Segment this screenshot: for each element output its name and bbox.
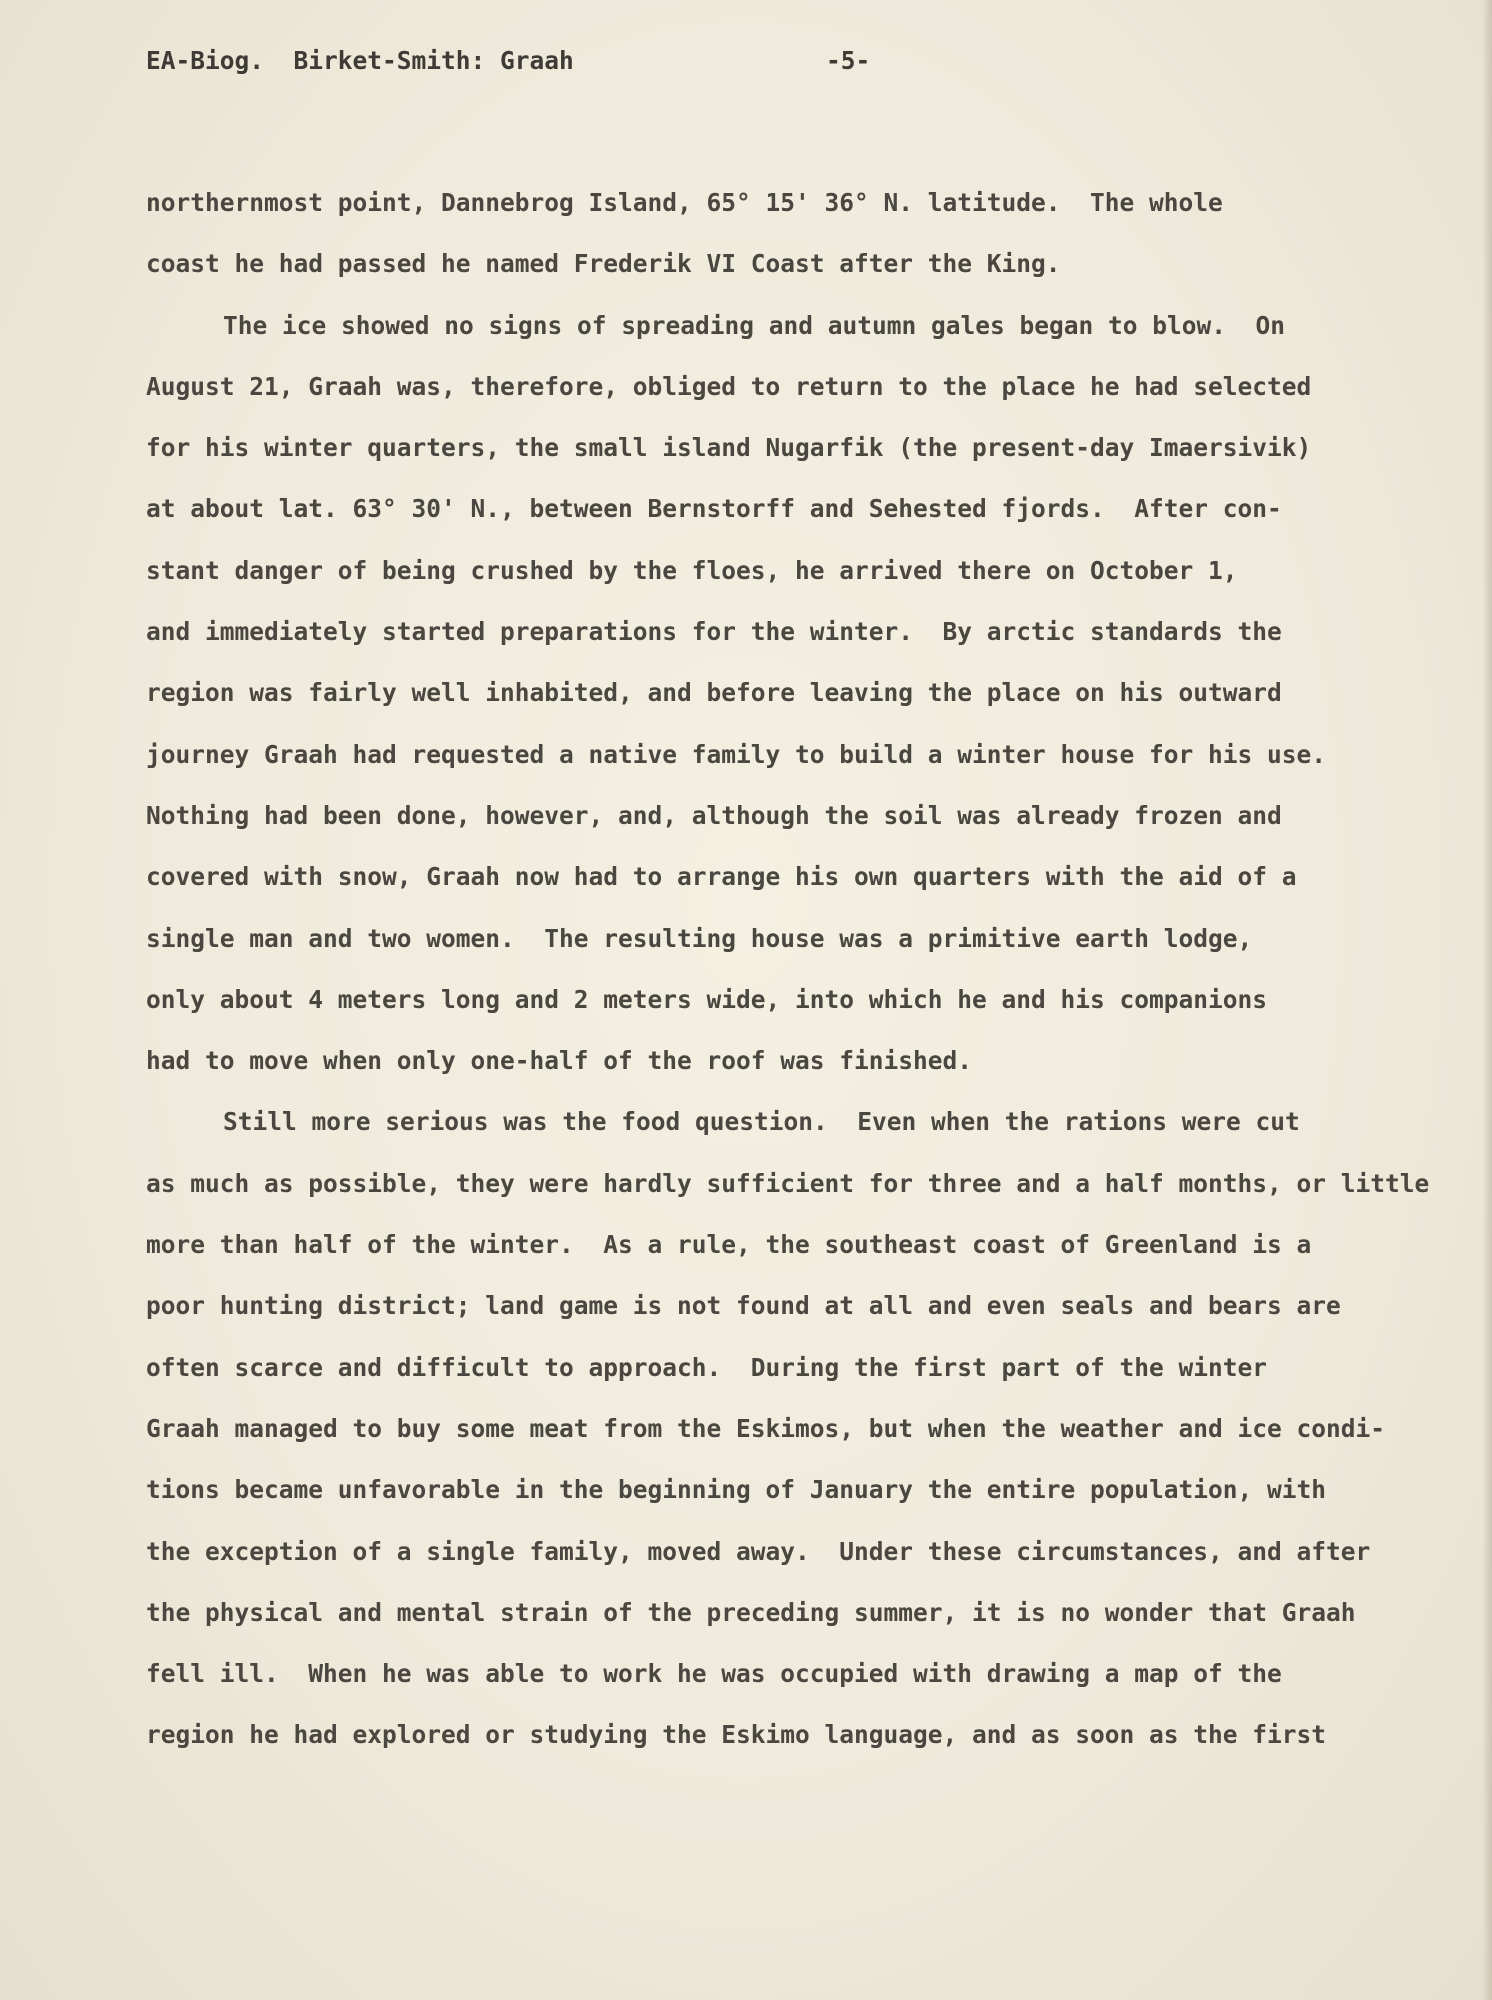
text-line: the physical and mental strain of the preceding summer, it is no wonder that Graah: [146, 1597, 1356, 1627]
text-line: the exception of a single family, moved away. Under these circumstances, and after: [146, 1536, 1371, 1566]
text-line: at about lat. 63° 30' N., between Bernstorff and Sehested fjords. After con-: [146, 494, 1282, 524]
text-line: Still more serious was the food question. Even when the rations were cut: [223, 1107, 1300, 1137]
text-line: and immediately started preparations for the winter. By arctic standards the: [146, 617, 1282, 647]
text-line: had to move when only one-half of the roof was finished.: [146, 1046, 973, 1076]
text-line: tions became unfavorable in the beginning of January the entire population, with: [146, 1475, 1327, 1505]
text-line: poor hunting district; land game is not found at all and even seals and bears are: [146, 1291, 1341, 1321]
text-line: often scarce and difficult to approach. During the first part of the winter: [146, 1352, 1268, 1382]
text-line: Nothing had been done, however, and, although the soil was already frozen and: [146, 800, 1282, 830]
text-line: Graah managed to buy some meat from the Eskimos, but when the weather and ice condi-: [146, 1413, 1386, 1443]
text-line: region was fairly well inhabited, and before leaving the place on his outward: [146, 678, 1282, 708]
text-line: as much as possible, they were hardly sufficient for three and a half months, or little: [146, 1168, 1430, 1198]
page-number: -5-: [826, 46, 871, 75]
text-line: covered with snow, Graah now had to arrange his own quarters with the aid of a: [146, 862, 1297, 892]
text-line: northernmost point, Dannebrog Island, 65° 15' 36° N. latitude. The whole: [146, 188, 1223, 217]
text-line: only about 4 meters long and 2 meters wide, into which he and his companions: [146, 984, 1268, 1014]
body-text: [146, 172, 1486, 1766]
text-line: August 21, Graah was, therefore, obliged to return to the place he had selected: [146, 371, 1312, 401]
text-line: region he had explored or studying the Eskimo language, and as soon as the first: [146, 1720, 1327, 1750]
header-title: EA-Biog. Birket-Smith: Graah: [146, 46, 574, 75]
text-line: coast he had passed he named Frederik VI Coast after the King.: [146, 249, 1061, 279]
text-line: The ice showed no signs of spreading and autumn gales began to blow. On: [223, 310, 1286, 340]
text-line: for his winter quarters, the small island Nugarfik (the present-day Imaersivik): [146, 433, 1312, 463]
text-line: journey Graah had requested a native family to build a winter house for his use.: [146, 739, 1327, 769]
text-line: fell ill. When he was able to work he was occupied with drawing a map of the: [146, 1659, 1282, 1689]
text-line: single man and two women. The resulting house was a primitive earth lodge,: [146, 923, 1253, 953]
text-line: stant danger of being crushed by the floes, he arrived there on October 1,: [146, 555, 1238, 585]
page-header: [146, 46, 1346, 96]
text-line: more than half of the winter. As a rule, the southeast coast of Greenland is a: [146, 1230, 1312, 1260]
